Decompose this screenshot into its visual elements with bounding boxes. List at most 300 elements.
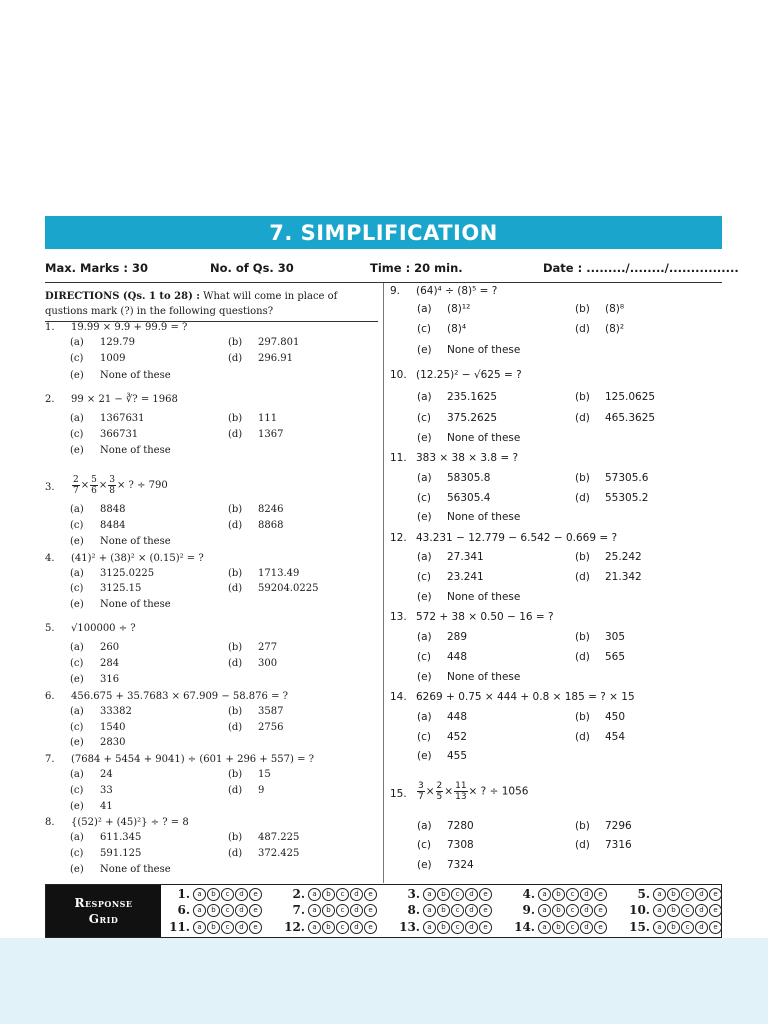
answer-bubble-d[interactable]: d — [235, 921, 248, 934]
answer-bubble-d[interactable]: d — [580, 904, 593, 917]
response-number: 11. — [169, 920, 190, 934]
option-b — [575, 711, 625, 723]
response-number: 6. — [177, 903, 190, 917]
answer-bubble-c[interactable]: c — [221, 921, 234, 934]
option-a — [70, 413, 145, 424]
answer-bubble-e[interactable]: e — [479, 921, 492, 934]
option-label: (a) — [70, 832, 84, 843]
answer-bubble-c[interactable]: c — [566, 888, 579, 901]
directions-text: What will come in place of qustions mark (?) in the following questions? — [45, 291, 338, 317]
question-text: 456.675 + 35.7683 × 67.909 − 58.876 = ? — [71, 691, 288, 702]
option-value: 3125.15 — [100, 583, 142, 594]
answer-bubble-a[interactable]: a — [423, 904, 436, 917]
option-value: 260 — [100, 642, 120, 653]
option-label: (b) — [575, 391, 590, 403]
fraction-denominator: 8 — [109, 486, 115, 496]
fraction — [417, 781, 425, 802]
answer-bubble-b[interactable]: b — [207, 904, 220, 917]
option-e — [70, 864, 171, 875]
chapter-title: 7. SIMPLIFICATION — [45, 216, 722, 249]
question-number: 2. — [45, 394, 55, 405]
fraction-denominator: 7 — [418, 792, 424, 802]
option-value: 7316 — [605, 839, 632, 851]
question-text: (7684 + 5454 + 9041) ÷ (601 + 296 + 557) = ? — [71, 754, 314, 765]
fraction-numerator: 2 — [436, 781, 443, 791]
option-e — [417, 511, 520, 523]
answer-bubble-c[interactable]: c — [566, 904, 579, 917]
option-label: (a) — [70, 568, 84, 579]
fraction-denominator: 6 — [91, 486, 97, 496]
option-label: (c) — [417, 323, 431, 335]
option-label: (e) — [417, 671, 432, 683]
answer-bubble-b[interactable]: b — [322, 888, 335, 901]
response-grid-label-line1: Response — [74, 896, 133, 910]
fraction-numerator: 3 — [109, 475, 115, 485]
option-label: (d) — [575, 412, 590, 424]
option-value: None of these — [100, 536, 171, 547]
question-10 — [390, 368, 722, 386]
answer-bubble-c[interactable]: c — [681, 888, 694, 901]
answer-bubble-d[interactable]: d — [465, 888, 478, 901]
option-value: 448 — [447, 711, 468, 723]
option-label: (d) — [575, 323, 590, 335]
answer-bubble-a[interactable]: a — [653, 904, 666, 917]
option-label: (c) — [70, 429, 84, 440]
answer-bubble-c[interactable]: c — [336, 921, 349, 934]
question-number: 5. — [45, 623, 55, 634]
response-row-12 — [279, 920, 378, 934]
answer-bubble-b[interactable]: b — [552, 888, 565, 901]
answer-bubble-e[interactable]: e — [364, 904, 377, 917]
option-label: (e) — [70, 801, 84, 812]
response-row-11 — [164, 920, 263, 934]
fraction-denominator: 5 — [436, 792, 443, 802]
option-d — [228, 520, 283, 531]
option-b — [575, 303, 624, 315]
answer-bubble-b[interactable]: b — [552, 921, 565, 934]
response-number: 13. — [399, 920, 420, 934]
option-value: None of these — [100, 445, 171, 456]
option-label: (e) — [417, 511, 432, 523]
option-value: 565 — [605, 651, 626, 663]
answer-bubble-a[interactable]: a — [308, 904, 321, 917]
option-c — [70, 583, 141, 594]
option-a — [417, 391, 497, 403]
option-value: 24 — [100, 769, 113, 780]
option-e — [417, 750, 467, 762]
option-d — [228, 848, 299, 859]
response-number: 1. — [177, 887, 190, 901]
answer-bubble-e[interactable]: e — [249, 904, 262, 917]
fraction-numerator: 11 — [455, 781, 467, 791]
option-label: (d) — [228, 520, 243, 531]
option-d — [228, 583, 318, 594]
answer-bubble-d[interactable]: d — [465, 921, 478, 934]
question-text: 43.231 − 12.779 − 6.542 − 0.669 = ? — [416, 532, 618, 544]
answer-bubble-c[interactable]: c — [451, 888, 464, 901]
option-value: 21.342 — [605, 571, 642, 583]
option-value: 305 — [605, 631, 626, 643]
option-value: 23.241 — [447, 571, 484, 583]
question-3 — [45, 475, 380, 499]
option-b — [228, 413, 277, 424]
question-number: 15. — [390, 788, 407, 800]
option-value: 1367631 — [100, 413, 145, 424]
option-value: 316 — [100, 674, 120, 685]
question-number: 12. — [390, 532, 407, 544]
option-a — [417, 711, 467, 723]
question-number: 1. — [45, 322, 55, 333]
response-row-15 — [624, 920, 723, 934]
option-value: 8868 — [258, 520, 284, 531]
option-label: (b) — [575, 711, 590, 723]
option-label: (c) — [70, 658, 84, 669]
option-label: (d) — [228, 722, 243, 733]
answer-bubble-c[interactable]: c — [681, 921, 694, 934]
option-c — [70, 848, 141, 859]
option-a — [417, 472, 490, 484]
option-d — [228, 658, 277, 669]
response-grid-label — [46, 885, 161, 937]
answer-bubble-a[interactable]: a — [193, 904, 206, 917]
option-value: 3587 — [258, 706, 284, 717]
option-c — [417, 571, 484, 583]
option-value: 15 — [258, 769, 271, 780]
fraction — [72, 475, 80, 496]
option-d — [228, 722, 283, 733]
option-label: (c) — [70, 583, 84, 594]
option-value: 1713.49 — [258, 568, 300, 579]
option-d — [575, 571, 642, 583]
answer-bubble-d[interactable]: d — [695, 921, 708, 934]
no-of-questions: No. of Qs. 30 — [210, 261, 294, 275]
option-value: None of these — [447, 591, 521, 603]
option-label: (c) — [70, 785, 84, 796]
option-label: (d) — [228, 848, 243, 859]
option-c — [70, 353, 125, 364]
answer-bubble-a[interactable]: a — [193, 888, 206, 901]
option-value: 591.125 — [100, 848, 142, 859]
option-value: 59204.0225 — [258, 583, 319, 594]
option-value: 289 — [447, 631, 468, 643]
answer-bubble-a[interactable]: a — [653, 888, 666, 901]
option-value: 129.79 — [100, 337, 135, 348]
answer-bubble-b[interactable]: b — [207, 921, 220, 934]
option-a — [70, 642, 119, 653]
response-row-5 — [624, 887, 723, 901]
option-label: (d) — [228, 658, 243, 669]
option-label: (e) — [417, 432, 432, 444]
option-value: 125.0625 — [605, 391, 656, 403]
date-field: Date : ........./......../................ — [543, 261, 739, 275]
option-label: (b) — [575, 303, 590, 315]
answer-bubble-a[interactable]: a — [538, 888, 551, 901]
answer-bubble-e[interactable]: e — [364, 921, 377, 934]
option-label: (a) — [417, 551, 432, 563]
option-a — [70, 568, 154, 579]
option-value: 33 — [100, 785, 113, 796]
question-5 — [45, 622, 380, 640]
option-value: 296.91 — [258, 353, 293, 364]
option-label: (b) — [228, 832, 243, 843]
answer-bubble-d[interactable]: d — [235, 904, 248, 917]
option-label: (d) — [575, 571, 590, 583]
option-b — [575, 820, 632, 832]
option-b — [575, 631, 625, 643]
option-value: 111 — [258, 413, 278, 424]
answer-bubble-b[interactable]: b — [207, 888, 220, 901]
option-c — [417, 839, 474, 851]
option-label: (a) — [70, 769, 84, 780]
answer-bubble-b[interactable]: b — [437, 921, 450, 934]
option-label: (b) — [228, 706, 243, 717]
option-value: (8)² — [605, 323, 625, 335]
answer-bubble-c[interactable]: c — [451, 921, 464, 934]
fraction — [108, 475, 116, 496]
option-value: 25.242 — [605, 551, 642, 563]
answer-bubble-a[interactable]: a — [308, 888, 321, 901]
option-value: 465.3625 — [605, 412, 656, 424]
time-limit: Time : 20 min. — [370, 261, 463, 275]
option-label: (c) — [70, 722, 84, 733]
option-label: (b) — [575, 472, 590, 484]
option-e — [70, 445, 171, 456]
option-label: (e) — [70, 864, 84, 875]
option-label: (a) — [70, 706, 84, 717]
option-label: (e) — [70, 599, 84, 610]
question-text: $\frac{2}{7}$ × $\frac{5}{6}$ × $\frac{3}{8}$ × ? ÷ 790 — [73, 475, 168, 496]
option-c — [417, 323, 466, 335]
response-row-14 — [509, 920, 608, 934]
question-text: 19.99 × 9.9 + 99.9 = ? — [71, 322, 188, 333]
fraction — [454, 781, 467, 802]
answer-bubble-c[interactable]: c — [221, 888, 234, 901]
answer-bubble-b[interactable]: b — [437, 888, 450, 901]
answer-bubble-c[interactable]: c — [336, 904, 349, 917]
option-value: 235.1625 — [447, 391, 498, 403]
option-value: 7324 — [447, 859, 474, 871]
option-d — [228, 353, 293, 364]
option-value: None of these — [447, 344, 521, 356]
question-number: 8. — [45, 817, 55, 828]
option-label: (c) — [417, 651, 431, 663]
answer-bubble-a[interactable]: a — [538, 904, 551, 917]
option-value: None of these — [447, 432, 521, 444]
question-text: 99 × 21 − ∛? = 1968 — [71, 394, 178, 405]
option-label: (c) — [417, 492, 431, 504]
option-d — [575, 323, 624, 335]
answer-bubble-a[interactable]: a — [308, 921, 321, 934]
response-grid-label-line2: Grid — [88, 912, 119, 926]
option-label: (c) — [417, 839, 431, 851]
option-label: (a) — [417, 303, 432, 315]
answer-bubble-b[interactable]: b — [667, 904, 680, 917]
option-value: 455 — [447, 750, 468, 762]
option-b — [228, 504, 283, 515]
answer-bubble-b[interactable]: b — [322, 904, 335, 917]
option-value: 487.225 — [258, 832, 300, 843]
answer-bubble-e[interactable]: e — [249, 921, 262, 934]
response-row-3 — [394, 887, 493, 901]
answer-bubble-e[interactable]: e — [709, 921, 722, 934]
question-text: {(52)² + (45)²} ÷ ? = 8 — [71, 817, 189, 828]
option-label: (e) — [70, 445, 84, 456]
option-c — [417, 731, 467, 743]
question-2 — [45, 393, 380, 411]
response-number: 14. — [514, 920, 535, 934]
option-value: 8246 — [258, 504, 284, 515]
answer-bubble-d[interactable]: d — [350, 904, 363, 917]
option-label: (e) — [417, 859, 432, 871]
question-text: (12.25)² − √625 = ? — [416, 369, 522, 381]
fraction-numerator: 2 — [73, 475, 79, 485]
option-a — [70, 504, 125, 515]
answer-bubble-e[interactable]: e — [594, 888, 607, 901]
response-number: 9. — [522, 903, 535, 917]
answer-bubble-a[interactable]: a — [423, 921, 436, 934]
option-a — [417, 551, 484, 563]
answer-bubble-a[interactable]: a — [653, 921, 666, 934]
option-value: None of these — [447, 671, 521, 683]
option-label: (a) — [417, 820, 432, 832]
option-value: 2830 — [100, 737, 126, 748]
answer-bubble-e[interactable]: e — [594, 921, 607, 934]
option-c — [70, 722, 125, 733]
response-row-7 — [279, 903, 378, 917]
option-d — [228, 429, 283, 440]
option-value: 297.801 — [258, 337, 300, 348]
option-value: 277 — [258, 642, 278, 653]
answer-bubble-b[interactable]: b — [322, 921, 335, 934]
option-value: None of these — [100, 370, 171, 381]
option-value: 2756 — [258, 722, 284, 733]
option-label: (b) — [228, 337, 243, 348]
answer-bubble-d[interactable]: d — [580, 888, 593, 901]
test-meta — [45, 261, 739, 277]
answer-bubble-d[interactable]: d — [235, 888, 248, 901]
answer-bubble-d[interactable]: d — [350, 921, 363, 934]
response-number: 15. — [629, 920, 650, 934]
option-e — [417, 344, 520, 356]
fraction-denominator: 7 — [73, 486, 79, 496]
answer-bubble-a[interactable]: a — [538, 921, 551, 934]
question-number: 10. — [390, 369, 407, 381]
question-text: (64)⁴ ÷ (8)⁵ = ? — [416, 285, 498, 297]
answer-bubble-a[interactable]: a — [423, 888, 436, 901]
answer-bubble-b[interactable]: b — [667, 921, 680, 934]
option-c — [70, 429, 138, 440]
option-label: (d) — [228, 353, 243, 364]
option-d — [575, 651, 625, 663]
response-number: 8. — [407, 903, 420, 917]
answer-bubble-d[interactable]: d — [465, 904, 478, 917]
answer-bubble-b[interactable]: b — [667, 888, 680, 901]
answer-bubble-c[interactable]: c — [221, 904, 234, 917]
question-number: 3. — [45, 482, 55, 493]
option-label: (a) — [417, 472, 432, 484]
answer-bubble-e[interactable]: e — [364, 888, 377, 901]
option-d — [575, 839, 632, 851]
option-label: (e) — [70, 536, 84, 547]
option-label: (e) — [417, 591, 432, 603]
option-value: 375.2625 — [447, 412, 498, 424]
response-row-13 — [394, 920, 493, 934]
answer-bubble-e[interactable]: e — [709, 888, 722, 901]
answer-bubble-b[interactable]: b — [552, 904, 565, 917]
answer-bubble-e[interactable]: e — [479, 888, 492, 901]
option-a — [70, 769, 113, 780]
option-b — [575, 472, 648, 484]
option-value: 7308 — [447, 839, 474, 851]
option-a — [70, 337, 135, 348]
option-label: (b) — [228, 504, 243, 515]
option-value: 55305.2 — [605, 492, 649, 504]
answer-bubble-c[interactable]: c — [336, 888, 349, 901]
answer-bubble-e[interactable]: e — [479, 904, 492, 917]
option-a — [417, 631, 467, 643]
question-number: 11. — [390, 452, 407, 464]
option-e — [417, 671, 520, 683]
option-d — [575, 412, 655, 424]
option-c — [417, 492, 490, 504]
answer-bubble-e[interactable]: e — [709, 904, 722, 917]
answer-bubble-a[interactable]: a — [193, 921, 206, 934]
response-number: 10. — [629, 903, 650, 917]
option-label: (c) — [417, 571, 431, 583]
option-e — [70, 599, 171, 610]
option-value: 7280 — [447, 820, 474, 832]
option-label: (e) — [70, 737, 84, 748]
option-c — [70, 520, 125, 531]
answer-bubble-d[interactable]: d — [695, 888, 708, 901]
question-text: 6269 + 0.75 × 444 + 0.8 × 185 = ? × 15 — [416, 691, 635, 703]
response-row-6 — [164, 903, 263, 917]
column-divider — [383, 283, 384, 883]
answer-bubble-c[interactable]: c — [566, 921, 579, 934]
option-e — [70, 674, 119, 685]
option-label: (a) — [70, 413, 84, 424]
option-label: (d) — [228, 429, 243, 440]
option-value: 366731 — [100, 429, 139, 440]
fraction — [90, 475, 98, 496]
option-value: None of these — [100, 864, 171, 875]
answer-bubble-d[interactable]: d — [350, 888, 363, 901]
answer-bubble-d[interactable]: d — [695, 904, 708, 917]
option-a — [70, 832, 141, 843]
option-label: (b) — [575, 551, 590, 563]
answer-bubble-e[interactable]: e — [249, 888, 262, 901]
answer-bubble-c[interactable]: c — [681, 904, 694, 917]
option-label: (a) — [417, 711, 432, 723]
response-row-8 — [394, 903, 493, 917]
option-a — [70, 706, 132, 717]
option-label: (c) — [70, 848, 84, 859]
option-e — [417, 432, 520, 444]
answer-bubble-b[interactable]: b — [437, 904, 450, 917]
option-value: 56305.4 — [447, 492, 491, 504]
option-b — [228, 832, 299, 843]
answer-bubble-d[interactable]: d — [580, 921, 593, 934]
option-b — [228, 642, 277, 653]
option-label: (a) — [70, 504, 84, 515]
option-value: 454 — [605, 731, 626, 743]
option-value: 58305.8 — [447, 472, 491, 484]
answer-bubble-e[interactable]: e — [594, 904, 607, 917]
response-number: 12. — [284, 920, 305, 934]
question-number: 13. — [390, 611, 407, 623]
answer-bubble-c[interactable]: c — [451, 904, 464, 917]
option-value: 8484 — [100, 520, 126, 531]
